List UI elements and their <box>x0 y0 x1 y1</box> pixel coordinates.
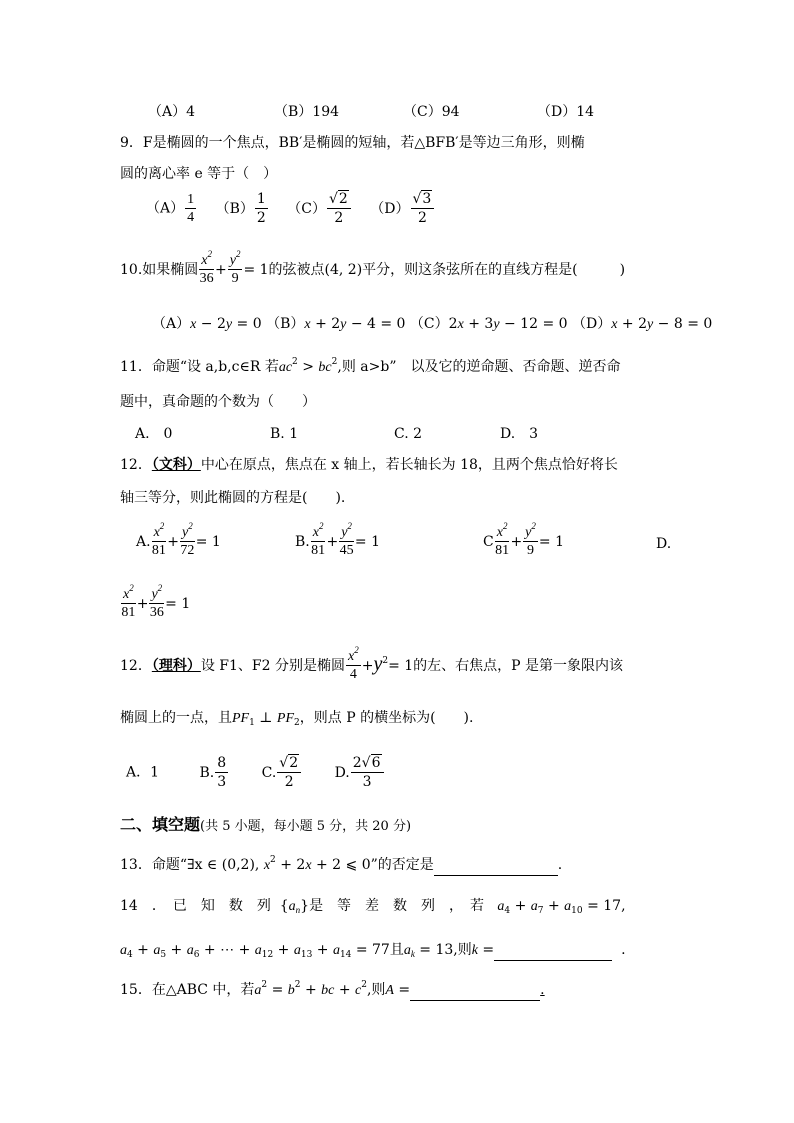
q12l-options: A．1 B. $\frac{8}{3}$ C. $\frac{√2}{2}$ D. $\frac{2√6}{3}$ <box>126 754 385 791</box>
q12l-number: 12． <box>120 658 152 674</box>
q15-answer-blank[interactable] <box>410 980 540 1001</box>
q12w-d-label: D. <box>656 536 672 552</box>
q14-end: . <box>621 942 626 958</box>
q12w-number: 12． <box>120 457 152 473</box>
q13-suffix: ”的否定是 <box>370 857 434 873</box>
q10-options: （A）x − 2y = 0 （B）x + 2y − 4 = 0 （C）2x + 3y − 12 = 0 （D）x + 2y − 8 = 0 <box>152 316 713 332</box>
q13-end: . <box>557 857 563 873</box>
q9-line2: 圆的离心率 e 等于（ ） <box>120 166 278 182</box>
q9-option-d: （D） <box>370 200 410 217</box>
q14-line1: 14 ． 已 知 数 列 $\{a_n\}$是 等 差 数 列 ， 若 $a_4 + a_7 + a_{10} = 17$, <box>120 898 626 916</box>
q11-text-a: 11．命题“设 a,b,c∈R 若 <box>120 359 279 375</box>
q15: 15．在△ABC 中，若$a^2 = b^2$ + bc + $c^2$,则A = . <box>120 980 545 1001</box>
q11-option-c: C. 2 <box>394 426 423 442</box>
section2-heading <box>120 815 411 837</box>
q10-option-c: （C） <box>409 316 449 332</box>
q12w-text: 中心在原点，焦点在 x 轴上，若长轴长为 18，且两个焦点恰好将长 <box>200 457 618 473</box>
q11-option-a: A. 0 <box>135 426 173 442</box>
q8-option-a: （A）4 <box>148 104 196 120</box>
q11-option-d: D. 3 <box>500 426 539 442</box>
q12l-option-a: A．1 <box>126 764 160 781</box>
q15-end: . <box>540 982 545 998</box>
q10-stem: 10.如果椭圆 $\frac{x^2}{36}$ + $\frac{y^2}{9}$ = 1的弦被点(4, 2)平分，则这条弦所在的直线方程是( ) <box>120 249 626 286</box>
q8-option-b: （B）194 <box>274 104 340 120</box>
q11-option-b: B. 1 <box>270 426 299 442</box>
q12l-text-d: ，则点 P 的横坐标为( ). <box>299 710 474 726</box>
q12w-option-b: B. $\frac{x^2}{81}$ + $\frac{y^2}{45}$ = 1 <box>295 521 381 558</box>
q12l-option-c: C. <box>261 764 277 781</box>
q15-suffix: ,则 <box>366 982 386 998</box>
q9-option-c: （C） <box>287 200 326 217</box>
q12l-text-a: 设 F1、F2 分别是椭圆 <box>200 658 345 674</box>
q12l-option-d: D. <box>334 764 350 781</box>
q14-line2: $a_4 + a_5 + a_6$ + ⋯ + $a_{12} + a_{13} + a_{14} = 77$且$a_k = 13$,则k = . <box>120 942 626 960</box>
q12w-line2: 轴三等分，则此椭圆的方程是( ). <box>120 490 346 506</box>
q14-prefix: 14 ． 已 知 数 列 <box>120 898 271 914</box>
q10-suffix: 的弦被点(4, 2)平分，则这条弦所在的直线方程是( ) <box>268 262 626 278</box>
q9-options: （A） $\frac{1}{4}$ （B） $\frac{1}{2}$ （C） $\frac{√2}{2}$ （D） $\frac{√3}{2}$ <box>146 190 435 227</box>
q10-prefix: 10.如果椭圆 <box>120 262 199 278</box>
q12w-b-label: B. <box>295 534 310 550</box>
q10-option-d: （D） <box>571 316 612 332</box>
q14-then: ,则 <box>453 942 472 958</box>
q12l-line2: 椭圆上的一点，且$PF_1$ ⊥ $PF_2$，则点 P 的横坐标为( ). <box>120 710 474 728</box>
section2-title: 二、填空题 <box>120 815 201 834</box>
q15-prefix: 15．在△ABC 中，若 <box>120 982 255 998</box>
q12w-a-label: A. <box>136 534 151 550</box>
q12l-line1: 12．（理科）设 F1、F2 分别是椭圆 $\frac{x^2}{4}$ $+y^2= 1$的左、右焦点，P 是第一象限内该 <box>120 645 624 682</box>
q13: 13．命题“∃x ∈ (0,2), $x^2 + 2x + 2$ ⩽ 0”的否定是 . <box>120 855 562 876</box>
q12l-tag: （理科） <box>151 658 201 674</box>
q12w-option-a: A. $\frac{x^2}{81}$ + $\frac{y^2}{72}$ = 1 <box>136 521 221 558</box>
q14-answer-blank[interactable] <box>494 940 612 961</box>
q12w-line1 <box>120 455 618 475</box>
q13-prefix: 13．命题“ <box>120 857 187 873</box>
q12l-option-b: B. <box>199 764 215 781</box>
q12w-c-label: C <box>483 534 494 550</box>
q11-line1: 11．命题“设 a,b,c∈R 若$ac^2 > bc^2$,则 a>b” 以及它的逆命题、否命题、逆否命 <box>120 357 621 375</box>
q12l-text-c: 椭圆上的一点，且 <box>120 710 232 726</box>
q10-option-b: （B） <box>266 316 305 332</box>
q12w-tag: （文科） <box>151 457 201 473</box>
q11-line2: 题中，真命题的个数为（ ） <box>120 394 316 410</box>
q10-option-a: （A） <box>152 316 191 332</box>
q9-line1: 9．F是椭圆的一个焦点，BB′是椭圆的短轴，若△BFB′是等边三角形，则椭 <box>120 135 585 151</box>
q12w-option-d: $\frac{x^2}{81}$ + $\frac{y^2}{36}$ = 1 <box>121 583 191 620</box>
q9-option-a: （A） <box>146 200 185 217</box>
q11-text-b: ,则 a>b” 以及它的逆命题、否命题、逆否命 <box>337 359 621 375</box>
q13-answer-blank[interactable] <box>434 855 558 876</box>
q14-and: 且 <box>389 942 404 958</box>
q14-mid: 是 等 差 数 列 ， 若 <box>309 898 485 914</box>
q12l-text-b: 的左、右焦点，P 是第一象限内该 <box>413 658 624 674</box>
q8-option-c: （C）94 <box>403 104 460 120</box>
q9-option-b: （B） <box>215 200 254 217</box>
section2-note: (共 5 小题，每小题 5 分，共 20 分) <box>200 819 412 834</box>
q8-option-d: （D）14 <box>537 104 595 120</box>
q12w-option-c: C $\frac{x^2}{81}$ + $\frac{y^2}{9}$ = 1 <box>483 521 564 558</box>
